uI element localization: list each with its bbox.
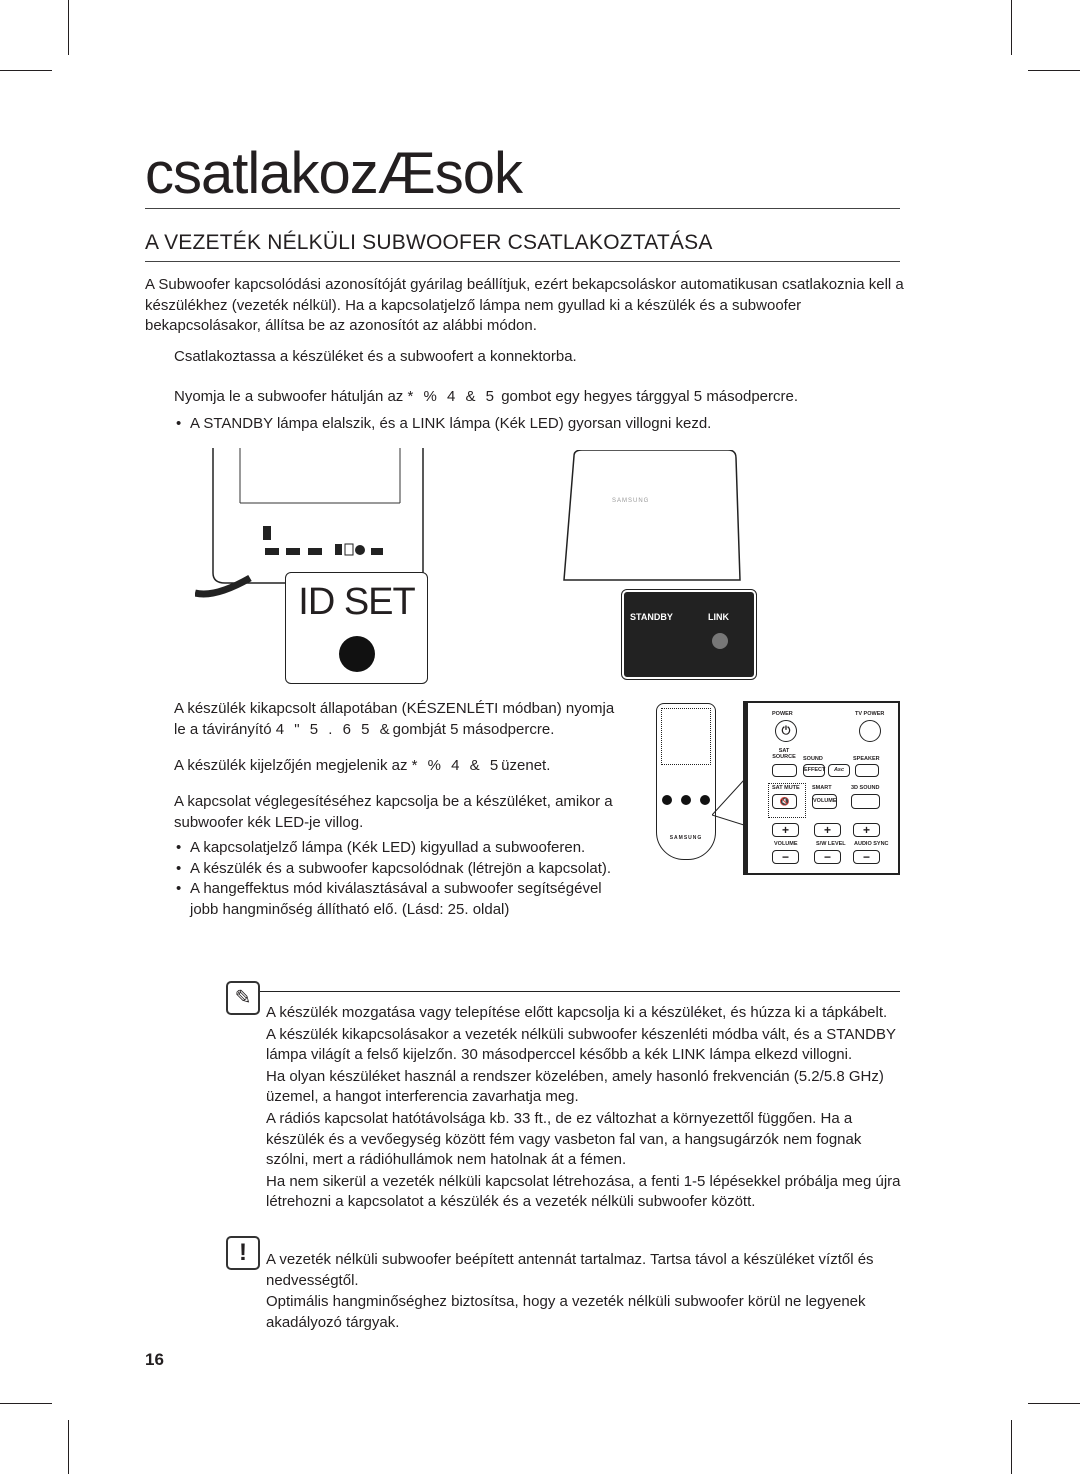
volume-up-button[interactable]: + xyxy=(772,823,799,837)
step-3-text: A készülék kikapcsolt állapotában (KÉSZENLÉTI módban) nyomja xyxy=(174,700,615,717)
note-item: A készülék mozgatása vagy telepítése előtt kapcsolja ki a készüléket, és húzza ki a tápkábelt. xyxy=(266,1004,888,1021)
divider xyxy=(258,991,900,992)
crop-mark xyxy=(1028,1403,1080,1404)
crop-mark xyxy=(1028,70,1080,71)
note-item: A rádiós kapcsolat hatótávolsága kb. 33 ft., de ez változhat a környezettől függően. Ha a készülék és a vevőegység között fém vagy vasbeton fal van, a hangsugárzók nem fognak szólni, mert a rádióhullámok nem hatolnak át a fémen. xyxy=(266,1109,862,1169)
id-set-callout xyxy=(285,572,428,684)
crop-mark xyxy=(68,1420,69,1474)
sat-source-button[interactable] xyxy=(772,764,797,777)
step-2-text: Nyomja le a subwoofer hátulján az xyxy=(174,388,404,405)
note-item: Ha nem sikerül a vezeték nélküli kapcsolat létrehozása, a fenti 1-5 lépésekkel próbálja meg újra létrehozni a kapcsolatot a készülék és a vezeték nélküli subwoofer között. xyxy=(266,1172,901,1211)
tv-power-label: TV POWER xyxy=(855,711,885,717)
3d-sound-label: 3D SOUND xyxy=(851,785,880,791)
note-item: Ha olyan készüléket használ a rendszer közelében, amely hasonló frekvencián (5.2/5.8 GHz) üzemel, a hangot interferencia zavarhatja meg. xyxy=(266,1067,884,1106)
3d-sound-button[interactable] xyxy=(851,794,880,809)
step-4 xyxy=(174,756,550,777)
volume-label: VOLUME xyxy=(774,841,798,847)
remote-brand: SAMSUNG xyxy=(669,835,703,841)
step-1: Csatlakoztassa a készüléket és a subwoofert a konnektorba. xyxy=(174,348,577,365)
smart-volume-button[interactable]: VOLUME xyxy=(812,794,837,809)
callout-lines xyxy=(712,760,744,830)
intro-paragraph: A Subwoofer kapcsolódási azonosítóját gyárilag beállítjuk, ezért bekapcsoláskor automatikusan csatlakoznia kell a készülékhez (vezeték nélkül). Ha a kapcsolatjelző lámpa nem gyullad ki a készülék és a subwoofer bekapcsolásakor, állítsa be az azonosítót az alábbi módon. xyxy=(145,276,904,335)
audio-sync-up-button[interactable]: + xyxy=(853,823,880,837)
cautions-list xyxy=(266,1250,902,1334)
step-3-text: le a távirányító xyxy=(174,720,272,738)
page-title: csatlakozÆsok xyxy=(145,141,523,206)
caution-item: Optimális hangminőséghez biztosítsa, hogy a vezeték nélküli subwoofer körül ne legyenek akadályozó tárgyak. xyxy=(266,1293,866,1331)
bullet-item: • A kapcsolatjelző lámpa (Kék LED) kigyullad a subwooferen. xyxy=(174,838,644,859)
sound-effect-button[interactable]: EFFECT xyxy=(803,764,825,777)
sat-mute-button[interactable]: 🔇 xyxy=(772,794,797,809)
remote-control-illustration xyxy=(656,703,716,860)
speaker-button[interactable] xyxy=(855,764,879,777)
sw-level-down-button[interactable]: − xyxy=(814,850,841,864)
start-code: 4 " 5 . 6 5 & xyxy=(275,720,393,738)
step-5-bullets xyxy=(174,838,644,920)
step-2 xyxy=(174,387,798,408)
unit-brand: SAMSUNG xyxy=(612,498,650,504)
speaker-label: SPEAKER xyxy=(853,756,880,762)
crop-mark xyxy=(68,0,69,55)
standby-link-callout xyxy=(622,590,756,679)
crop-mark xyxy=(1011,0,1012,55)
power-label: POWER xyxy=(772,711,793,717)
step-2-bullet: • A STANDBY lámpa elalszik, és a LINK lámpa (Kék LED) gyorsan villogni kezd. xyxy=(174,414,1080,435)
sat-mute-label: SAT MUTE xyxy=(772,785,800,791)
section-heading: A VEZETÉK NÉLKÜLI SUBWOOFER CSATLAKOZTATÁSA xyxy=(145,231,713,254)
crop-mark xyxy=(1011,1420,1012,1474)
sw-level-up-button[interactable]: + xyxy=(814,823,841,837)
step-2-text-end: gombot egy hegyes tárggyal 5 másodpercre. xyxy=(501,388,799,405)
audio-sync-label: AUDIO SYNC xyxy=(854,841,889,847)
step-5: A kapcsolat véglegesítéséhez kapcsolja be a készüléket, amikor a subwoofer kék LED-je villog. xyxy=(174,793,613,831)
asc-button[interactable]: Asc xyxy=(828,764,850,777)
crop-mark xyxy=(0,70,52,71)
step-4-text: A készülék kijelzőjén megjelenik az xyxy=(174,757,408,774)
id-set-button xyxy=(339,636,375,672)
sound-label: SOUND xyxy=(803,756,823,762)
volume-down-button[interactable]: − xyxy=(772,850,799,864)
note-item: A készülék kikapcsolásakor a vezeték nélküli subwoofer készenléti módba vált, és a STANDBY lámpa világít a felső kijelzőn. 30 másodperccel később a kék LINK lámpa elkezd villogni. xyxy=(266,1025,896,1064)
smart-label: SMART xyxy=(812,785,832,791)
divider xyxy=(145,208,900,209)
page-number: 16 xyxy=(145,1350,164,1369)
remote-nav xyxy=(657,795,715,805)
bullet-item: • A készülék és a subwoofer kapcsolódnak (létrejön a kapcsolat). xyxy=(174,859,644,880)
step-3 xyxy=(174,699,644,740)
sat-source-label: SAT SOURCE xyxy=(772,748,796,760)
main-unit-illustration xyxy=(560,450,760,585)
notes-list xyxy=(266,1003,902,1214)
power-button[interactable]: ⏻ xyxy=(775,720,797,742)
caution-icon: ! xyxy=(226,1236,260,1270)
step-3-text-end: gombját 5 másodpercre. xyxy=(392,720,555,738)
id-set-label: ID SET xyxy=(298,581,415,623)
tv-power-button[interactable] xyxy=(859,720,881,742)
bullet-item: • A hangeffektus mód kiválasztásával a subwoofer segítségével jobb hangminőség állítható elő. (Lásd: 25. oldal) xyxy=(174,879,630,920)
audio-sync-down-button[interactable]: − xyxy=(853,850,880,864)
sw-level-label: S/W LEVEL xyxy=(816,841,846,847)
id-set-code: * % 4 & 5 xyxy=(407,388,498,405)
caution-item: A vezeték nélküli subwoofer beépített antennát tartalmaz. Tartsa távol a készüléket víztől és nedvességtől. xyxy=(266,1251,874,1289)
link-led xyxy=(712,633,728,649)
id-set-code: * % 4 & 5 xyxy=(411,757,502,774)
note-icon: ✎ xyxy=(226,981,260,1015)
standby-label: STANDBY xyxy=(630,612,673,622)
divider xyxy=(145,261,900,262)
crop-mark xyxy=(0,1403,52,1404)
remote-enlarged xyxy=(743,701,900,875)
step-4-text-end: üzenet. xyxy=(501,757,551,774)
link-label: LINK xyxy=(708,612,729,622)
remote-highlight-area xyxy=(661,708,711,765)
